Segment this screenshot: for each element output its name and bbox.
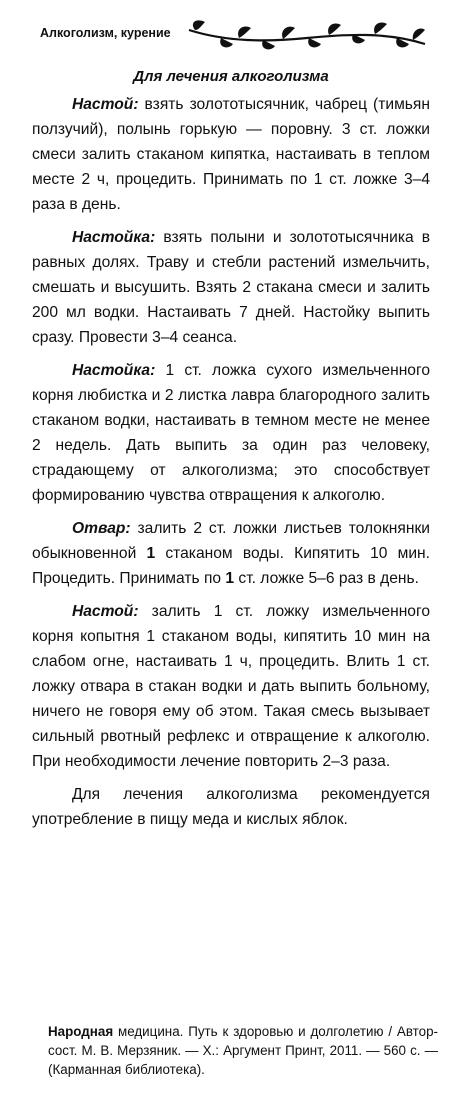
vine-leaves-icon xyxy=(187,18,427,52)
recipe-label: Отвар: xyxy=(72,520,131,537)
closing-paragraph: Для лечения алкоголизма рекомендуется употребление в пищу меда и кислых яблок. xyxy=(32,786,430,828)
article xyxy=(32,66,430,840)
recipe-label: Настой: xyxy=(72,603,139,620)
recipe-text: взять полыни и золототысячника в равных долях. Траву и стебли растений измельчить, смешать и высушить. Взять 2 стакана смеси и залить 200 мл водки. Настаивать 7 дней. Настойку выпить сразу. Провести 3–4 сеанса. xyxy=(32,229,430,346)
recipe-text: 1 ст. ложка сухого измельченного корня любистка и 2 листка лавра благородного залить стаканом водки, настаивать в темном месте не менее 2 недель. Дать выпить за один раз человеку, страдающему от алкоголизма; это способствует формированию чувства отвращения к алкоголю. xyxy=(32,362,430,504)
source-text: медицина. Путь к здоровью и долголетию / Автор-сост. М. В. Мерзяник. — Х.: Аргумент Принт, 2011. — 560 с. — (Карманная библиотека). xyxy=(48,1024,438,1077)
recipe-text: залить 2 ст. ложки листьев толокнянки обыкновенной xyxy=(32,520,430,562)
recipe-number: 1 xyxy=(225,570,235,587)
recipe-2 xyxy=(32,225,430,350)
recipe-5 xyxy=(32,599,430,774)
page-header xyxy=(40,18,425,52)
recipe-text: залить 1 ст. ложку измельченного корня копытня 1 стаканом воды, кипятить 10 мин на слабом огне, настаивать 1 ч, процедить. Влить 1 ст. ложку отвара в стакан водки и дать выпить больному, ничего не говоря ему об этом. Такая смесь вызывает сильный рвотный рефлекс и отвращение к алкоголю. При необходимости лечение повторить 2–3 раза. xyxy=(32,603,430,770)
recipe-3 xyxy=(32,358,430,508)
recipe-number: 1 xyxy=(146,545,156,562)
source-bold: Народная xyxy=(48,1024,114,1039)
recipe-label: Настойка: xyxy=(72,362,156,379)
source-citation xyxy=(48,1022,438,1079)
section-title: Алкоголизм, курение xyxy=(40,26,171,40)
recipe-label: Настойка: xyxy=(72,229,156,246)
recipe-text: стаканом воды. Кипятить 10 мин. Процедить. Принимать по xyxy=(32,545,430,587)
recipe-label: Настой: xyxy=(72,96,139,113)
recipe-4 xyxy=(32,516,430,591)
recipe-1 xyxy=(32,92,430,217)
recipe-text: ст. ложке 5–6 раз в день. xyxy=(234,570,419,587)
recipe-text: взять золототысячник, чабрец (тимьян ползучий), полынь горькую — поровну. 3 ст. ложки смеси залить стаканом кипятка, настаивать в теплом месте 2 ч, процедить. Принимать по 1 ст. ложке 3–4 раза в день. xyxy=(32,96,430,213)
article-title: Для лечения алкоголизма xyxy=(133,68,329,85)
